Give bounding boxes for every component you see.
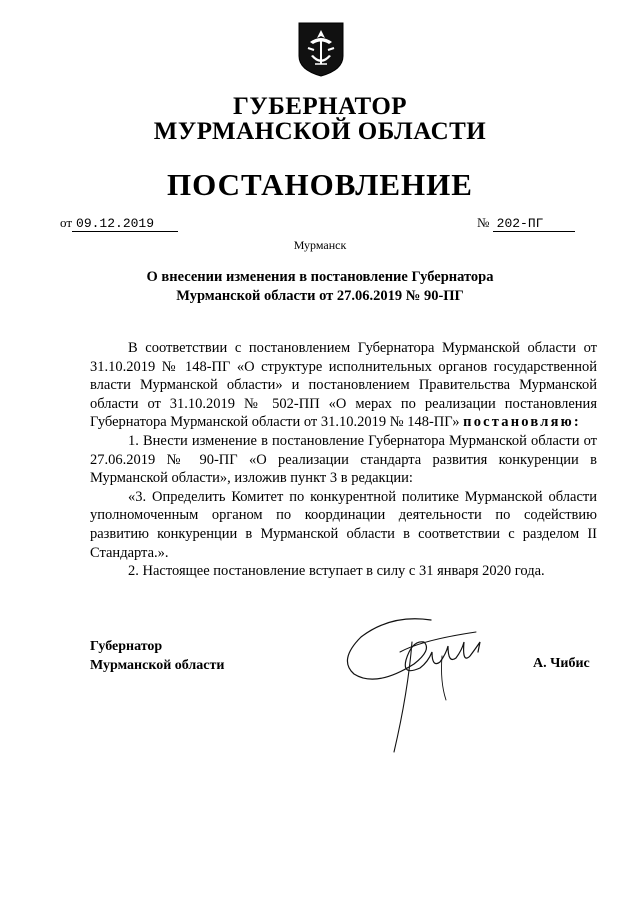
document-number: 202-ПГ	[493, 217, 575, 232]
preamble-paragraph	[90, 339, 597, 432]
document-subject: О внесении изменения в постановление Губернатора Мурманской области от 27.06.2019 № 90-ПГ	[146, 269, 494, 304]
item-1-paragraph: 1. Внести изменение в постановление Губернатора Мурманской области от 27.06.2019 № 90-ПГ «О реализации стандарта развития конкуренции в Мурманской области», изложив пункт 3 в редакции:	[90, 432, 597, 487]
authority-title-line2: МУРМАНСКОЙ ОБЛАСТИ	[153, 118, 487, 145]
decree-word: постановляю:	[463, 414, 581, 431]
item-2-paragraph: 2. Настоящее постановление вступает в силу с 31 января 2020 года.	[128, 563, 545, 580]
position-line2: Мурманской области	[90, 658, 225, 673]
number-field	[477, 215, 575, 232]
position-line1: Губернатор	[90, 639, 163, 654]
document-body	[90, 339, 597, 581]
date-field	[60, 215, 178, 232]
preamble-text: В соответствии с постановлением Губернатора Мурманской области от 31.10.2019 № 148-ПГ «О структуре исполнительных органов государственной власти Мурманской области» и постановлением Правительства Мурманской области от 31.10.2019 № 502-ПП «О мерах по реализации постановления Губернатора Мурманской области от 31.10.2019 № 148-ПГ»	[90, 340, 597, 431]
signatory-name: А. Чибис	[533, 656, 590, 671]
document-date: 09.12.2019	[72, 217, 178, 232]
document-type-heading: ПОСТАНОВЛЕНИЕ	[167, 167, 473, 202]
handwritten-signature	[336, 612, 496, 762]
item-1-quote-paragraph: «3. Определить Комитет по конкурентной политике Мурманской области уполномоченным органом по координации деятельности по содействию развитию конкуренции в Мурманской области в соответствии с разделом II Стандарта.».	[90, 488, 597, 561]
coat-of-arms-icon	[296, 20, 346, 78]
city-name: Мурманск	[293, 238, 347, 252]
number-prefix: №	[477, 215, 490, 230]
authority-title-line1: ГУБЕРНАТОР	[232, 93, 408, 120]
signatory-position	[90, 637, 224, 675]
date-prefix: от	[60, 215, 73, 230]
